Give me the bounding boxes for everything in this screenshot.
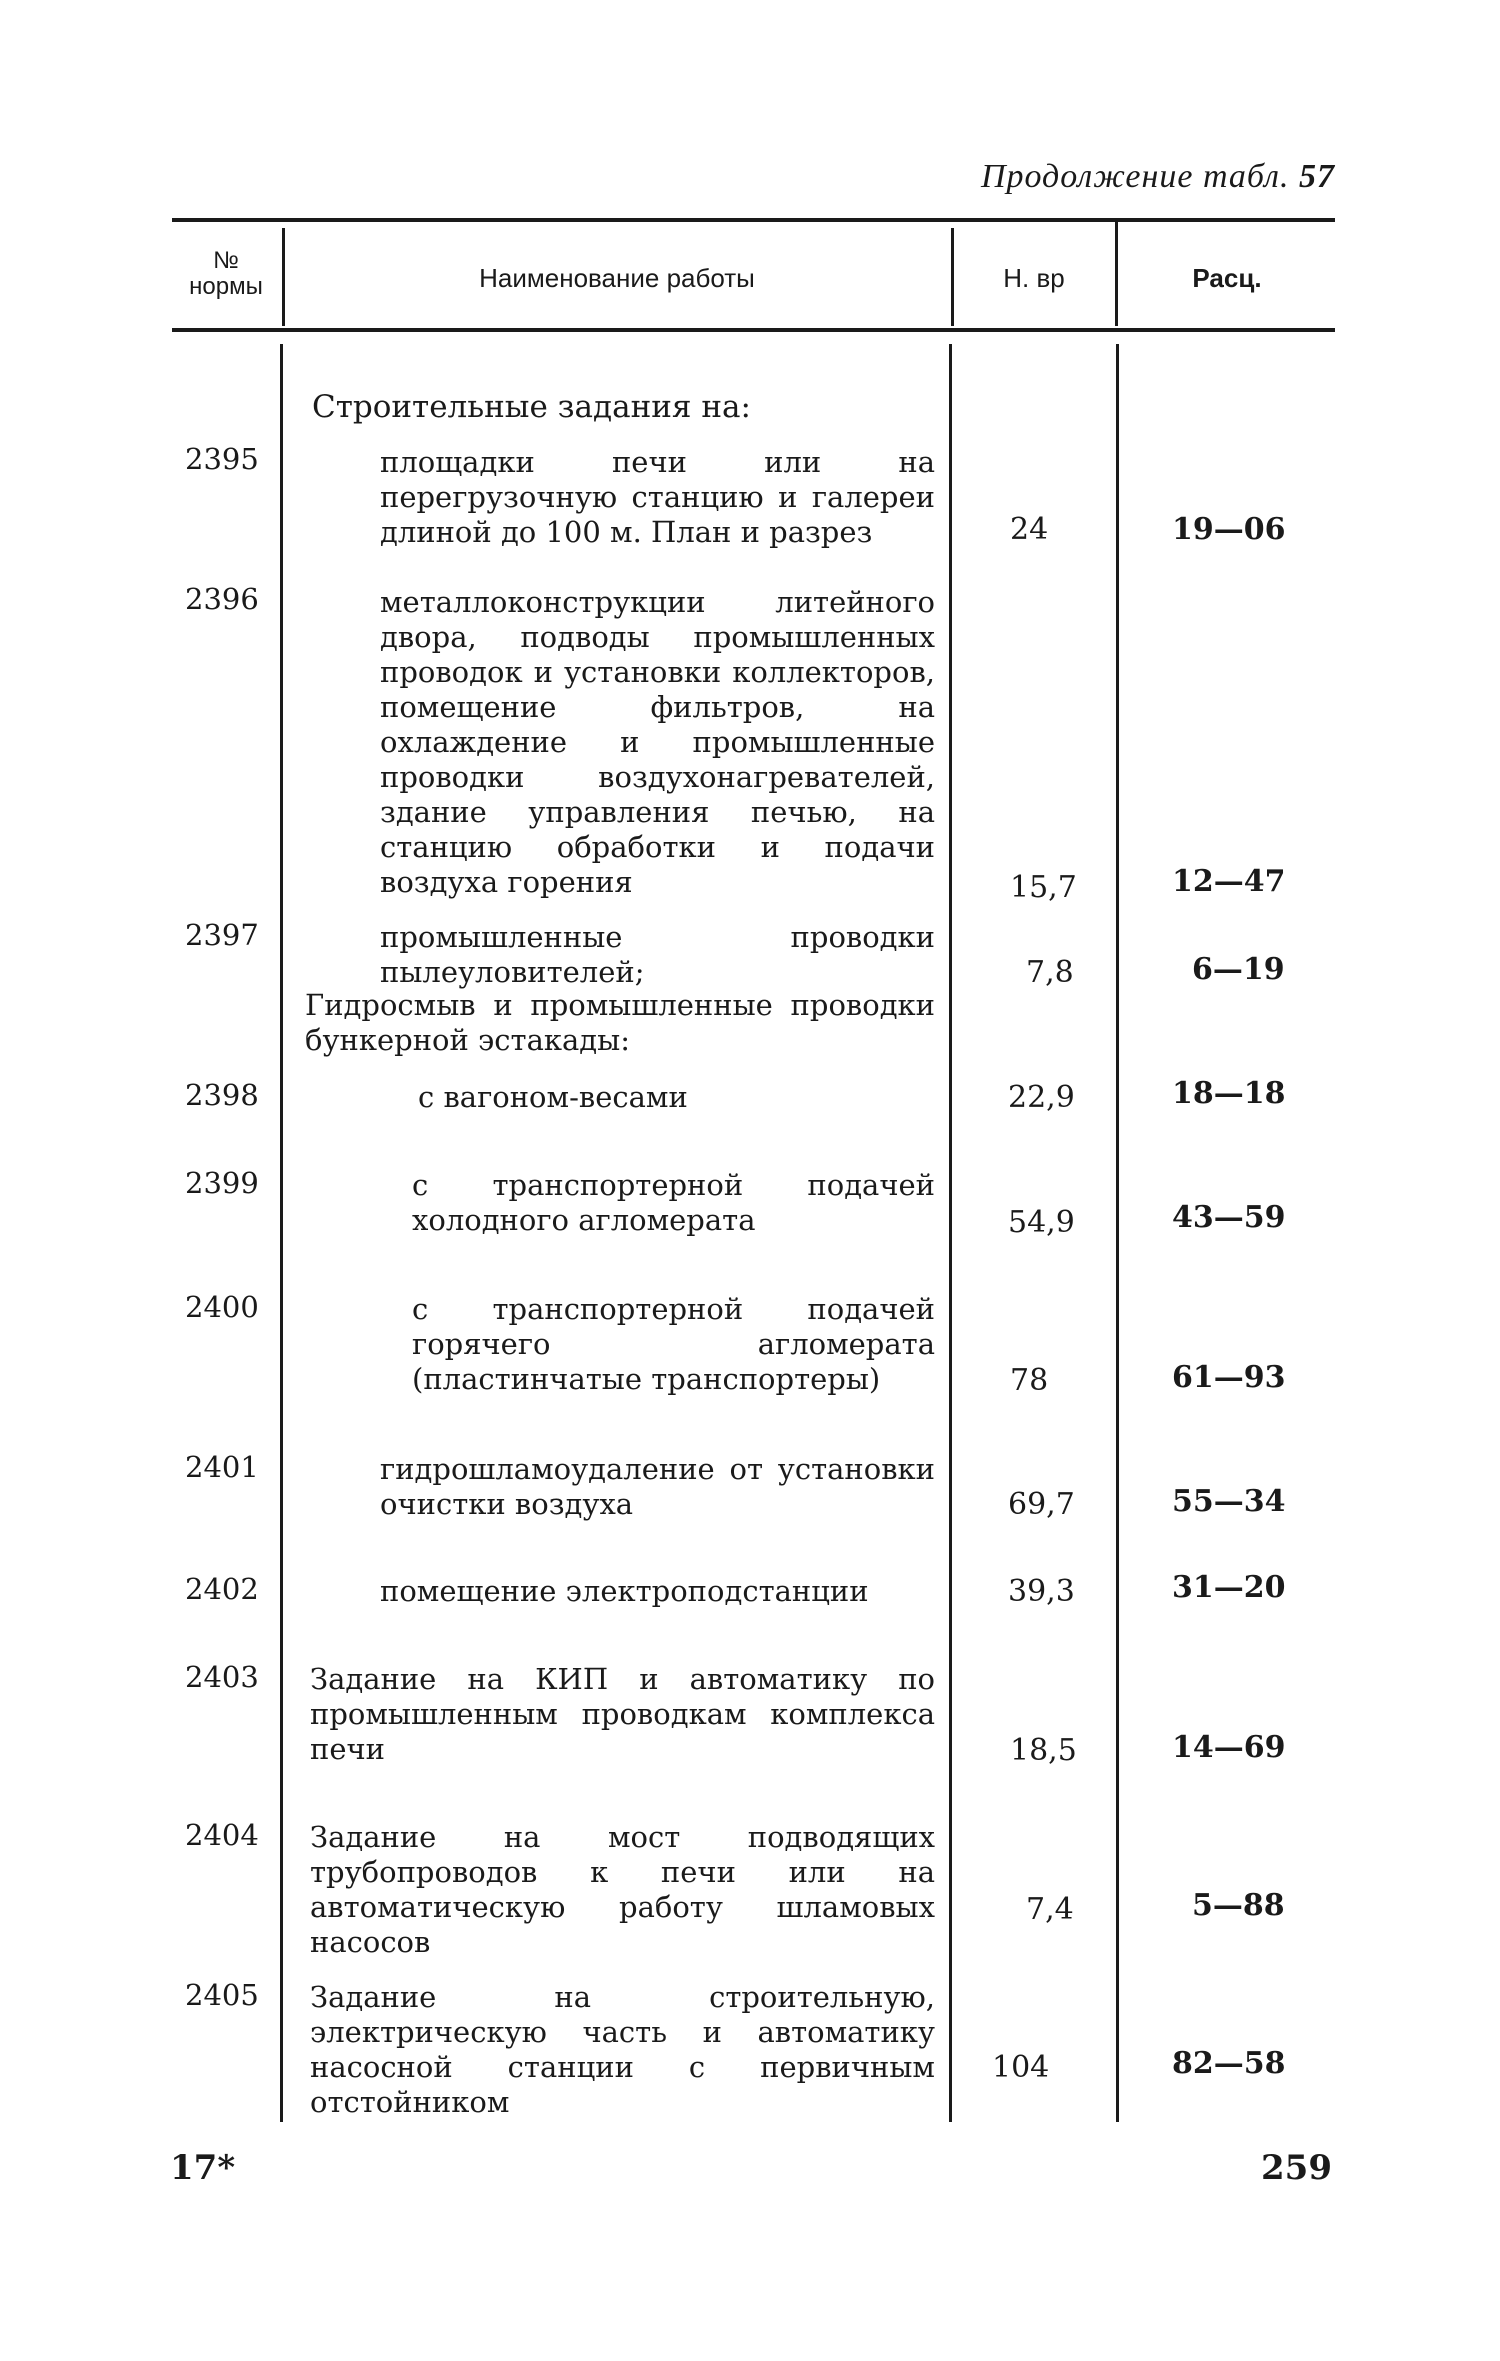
rate-value: 82—58 [1172, 2046, 1286, 2081]
norm-time: 39,3 [1008, 1574, 1075, 1609]
body-divider-2 [949, 344, 952, 2122]
header-bottom-rule [172, 328, 1335, 332]
work-description: металлоконструкции литейного двора, подводы промышленных проводок и установки коллекторов, помещение фильтров, на охлаждение и промышленные проводки воздухонагревателей, здание управления печью, на станцию обработки и подачи воздуха горения [380, 585, 935, 899]
norm-number: 2399 [185, 1166, 259, 1200]
rate-value: 55—34 [1172, 1484, 1286, 1519]
norm-number: 2400 [185, 1290, 259, 1324]
norm-time: 15,7 [1010, 870, 1077, 905]
rate-value: 12—47 [1172, 864, 1286, 899]
rate-value: 5—88 [1192, 1888, 1285, 1923]
norm-number: 2405 [185, 1978, 259, 2012]
rate-value: 6—19 [1192, 952, 1285, 987]
header-nvr: Н. вр [1003, 263, 1065, 293]
work-description: Задание на мост подводящих трубопроводов к печи или на автоматическую работу шламовых насосов [310, 1820, 935, 1959]
subsection-heading: Гидросмыв и промышленные проводки бункерной эстакады: [305, 988, 935, 1057]
norm-number: 2398 [185, 1078, 259, 1112]
rate-value: 61—93 [1172, 1360, 1286, 1395]
norm-number: 2401 [185, 1450, 259, 1484]
page-number: 259 [1261, 2148, 1332, 2188]
caption-text: Продолжение табл. [980, 158, 1290, 195]
rate-value: 19—06 [1172, 512, 1286, 547]
rate-value: 31—20 [1172, 1570, 1286, 1605]
work-description: помещение электроподстанции [380, 1574, 869, 1608]
work-description: Задание на КИП и автоматику по промышленным проводкам комплекса печи [310, 1662, 935, 1766]
norm-time: 7,4 [1026, 1892, 1074, 1927]
work-description: промышленные проводки пылеуловителей; [380, 920, 935, 989]
work-description: с транспортерной подачей горячего агломерата (пластинчатые транспортеры) [412, 1292, 935, 1396]
norm-time: 69,7 [1008, 1487, 1075, 1522]
norm-number: 2403 [185, 1660, 259, 1694]
norm-time: 104 [992, 2050, 1050, 2085]
norm-number: 2404 [185, 1818, 259, 1852]
rate-value: 43—59 [1172, 1200, 1286, 1235]
header-num: № нормы [189, 247, 263, 300]
table-top-rule [172, 218, 1335, 222]
caption-table-number: 57 [1299, 158, 1335, 195]
body-divider-3 [1116, 344, 1119, 2122]
body-divider-1 [280, 344, 283, 2122]
rate-value: 14—69 [1172, 1730, 1286, 1765]
header-divider-3 [1115, 222, 1118, 326]
work-description: гидрошламоудаление от установки очистки воздуха [380, 1452, 935, 1521]
norm-time: 78 [1010, 1363, 1049, 1398]
header-rate: Расц. [1192, 263, 1262, 293]
work-description: площадки печи или на перегрузочную станцию и галереи длиной до 100 м. План и разрез [380, 445, 935, 549]
norm-time: 54,9 [1008, 1205, 1075, 1240]
work-description: с транспортерной подачей холодного агломерата [412, 1168, 935, 1237]
section-intro: Строительные задания на: [312, 389, 751, 425]
norm-time: 7,8 [1026, 955, 1074, 990]
signature-mark: 17* [170, 2148, 236, 2188]
header-name: Наименование работы [479, 263, 755, 293]
norm-number: 2397 [185, 918, 259, 952]
work-description: с вагоном-весами [418, 1080, 688, 1114]
table-caption [981, 158, 1335, 196]
norm-number: 2395 [185, 442, 259, 476]
norm-time: 22,9 [1008, 1080, 1075, 1115]
norm-time: 24 [1010, 512, 1049, 547]
norm-number: 2402 [185, 1572, 259, 1606]
work-description: Задание на строительную, электрическую часть и автоматику насосной станции с первичным отстойником [310, 1980, 935, 2119]
norm-number: 2396 [185, 582, 259, 616]
rate-value: 18—18 [1172, 1076, 1286, 1111]
norm-time: 18,5 [1010, 1733, 1077, 1768]
